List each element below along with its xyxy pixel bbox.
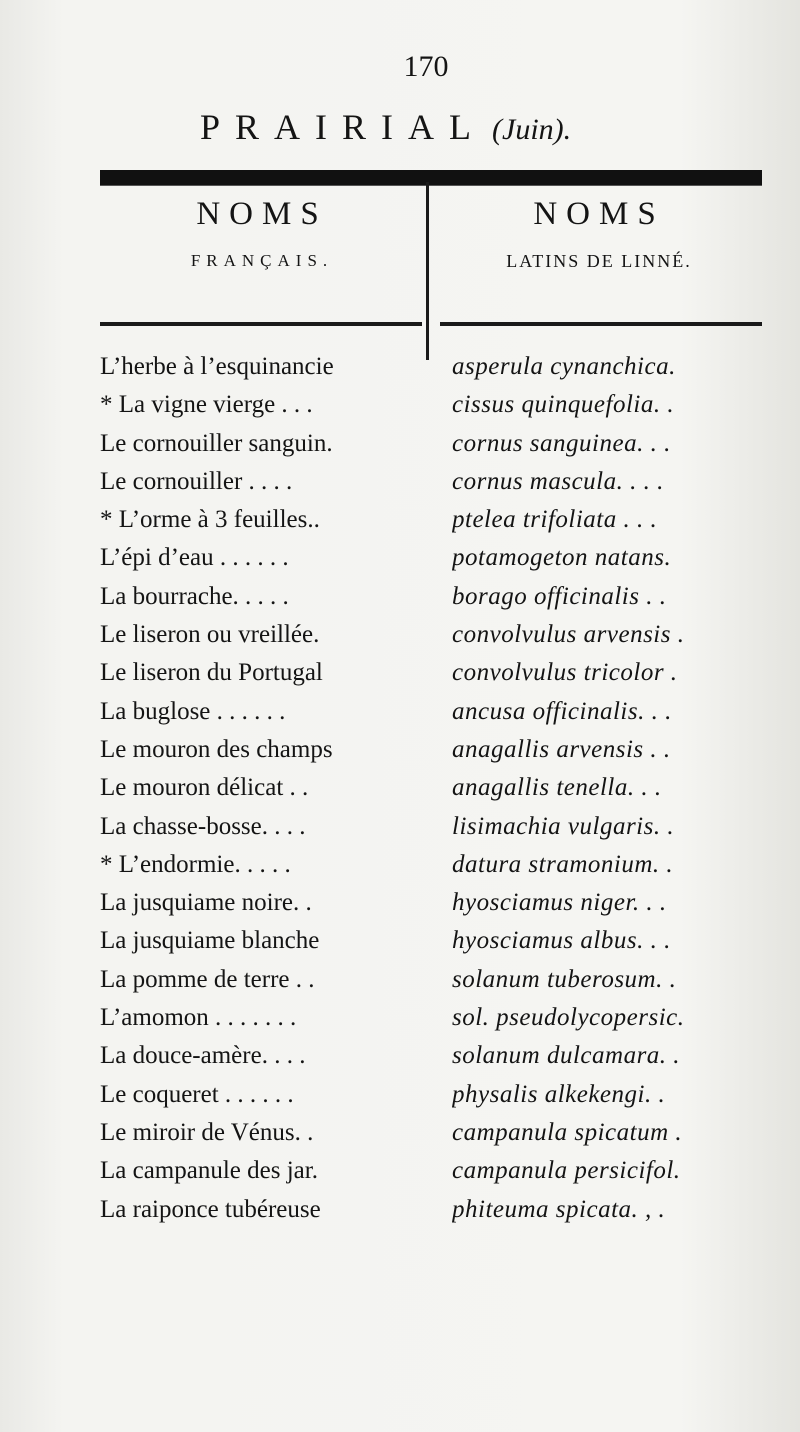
latin-name: datura stramonium. . <box>452 850 674 878</box>
french-name: Le liseron du Portugal <box>100 659 323 687</box>
column-divider <box>426 182 429 360</box>
french-name: La douce-amère. . . . <box>100 1042 306 1070</box>
french-name: Le miroir de Vénus. . <box>100 1118 314 1146</box>
latin-name: anagallis tenella. . . <box>452 774 662 802</box>
latin-name: potamogeton natans. <box>452 544 672 572</box>
list-item <box>100 1152 780 1190</box>
list-item <box>100 578 780 616</box>
list-item <box>100 386 780 424</box>
list-item <box>100 1114 780 1152</box>
plant-list <box>100 348 780 1229</box>
latin-name: lisimachia vulgaris. . <box>452 812 675 840</box>
french-name: La jusquiame noire. . <box>100 889 312 917</box>
latin-name: anagallis arvensis . . <box>452 735 671 763</box>
list-item <box>100 616 780 654</box>
french-name: Le mouron des champs <box>100 735 333 763</box>
month-title: PRAIRIAL <box>200 107 487 147</box>
list-item <box>100 654 780 692</box>
latin-name: solanum dulcamara. . <box>452 1042 681 1070</box>
french-name: * La vigne vierge . . . <box>100 391 313 419</box>
list-item <box>100 425 780 463</box>
page-title <box>200 106 571 148</box>
list-item <box>100 463 780 501</box>
french-name: La campanule des jar. <box>100 1157 318 1185</box>
list-item <box>100 846 780 884</box>
list-item <box>100 808 780 846</box>
list-item <box>100 348 780 386</box>
list-item <box>100 961 780 999</box>
french-name: Le mouron délicat . . <box>100 774 309 802</box>
french-name: La bourrache. . . . . <box>100 582 289 610</box>
list-item <box>100 731 780 769</box>
latin-name: hyosciamus niger. . . <box>452 889 667 917</box>
french-name: * L’orme à 3 feuilles.. <box>100 506 320 534</box>
latin-name: hyosciamus albus. . . <box>452 927 671 955</box>
french-name: La pomme de terre . . <box>100 965 315 993</box>
header-rule <box>100 170 762 185</box>
latin-name: cornus mascula. . . . <box>452 467 664 495</box>
latin-name: asperula cynanchica. <box>452 353 676 380</box>
list-item <box>100 1076 780 1114</box>
column-subheading: LATINS DE LINNÉ. <box>506 251 692 271</box>
list-item <box>100 501 780 539</box>
list-item <box>100 922 780 960</box>
french-name: Le liseron ou vreillée. <box>100 621 320 649</box>
column-rule-right <box>440 322 762 326</box>
list-item <box>100 1037 780 1075</box>
latin-name: campanula persicifol. <box>452 1157 681 1185</box>
french-name: * L’endormie. . . . . <box>100 850 291 878</box>
list-item <box>100 999 780 1037</box>
list-item <box>100 1191 780 1229</box>
french-name: La jusquiame blanche <box>100 927 320 955</box>
latin-name: convolvulus tricolor . <box>452 659 678 687</box>
list-item <box>100 539 780 577</box>
latin-name: sol. pseudolycopersic. <box>452 1004 685 1032</box>
column-heading: NOMS <box>196 196 328 232</box>
latin-name: convolvulus arvensis . <box>452 621 685 649</box>
latin-name: physalis alkekengi. . <box>452 1080 666 1108</box>
latin-name: cissus quinquefolia. . <box>452 391 675 419</box>
latin-name: borago officinalis . . <box>452 582 667 610</box>
column-subheading: FRANÇAIS. <box>190 251 334 270</box>
column-rule-left <box>100 322 422 326</box>
latin-name: phiteuma spicata. , . <box>452 1195 666 1223</box>
french-name: Le cornouiller sanguin. <box>100 429 333 457</box>
french-name: Le coqueret . . . . . . <box>100 1080 294 1108</box>
month-note: (Juin). <box>492 113 572 146</box>
latin-name: cornus sanguinea. . . <box>452 429 671 457</box>
column-header-french <box>104 196 420 271</box>
latin-name: ancusa officinalis. . . <box>452 697 672 725</box>
column-heading: NOMS <box>533 196 665 232</box>
french-name: Le cornouiller . . . . <box>100 467 293 495</box>
latin-name: campanula spicatum . <box>452 1118 683 1146</box>
french-name: La chasse-bosse. . . . <box>100 812 306 840</box>
list-item <box>100 693 780 731</box>
list-item <box>100 884 780 922</box>
list-item <box>100 769 780 807</box>
page-number: 170 <box>403 50 449 83</box>
french-name: La raiponce tubéreuse <box>100 1195 321 1223</box>
french-name: L’amomon . . . . . . . <box>100 1004 297 1032</box>
latin-name: solanum tuberosum. . <box>452 965 677 993</box>
french-name: La buglose . . . . . . <box>100 697 286 725</box>
french-name: L’épi d’eau . . . . . . <box>100 544 289 572</box>
column-header-latin <box>436 196 762 272</box>
latin-name: ptelea trifoliata . . . <box>452 506 658 534</box>
french-name: L’herbe à l’esquinancie <box>100 353 334 380</box>
